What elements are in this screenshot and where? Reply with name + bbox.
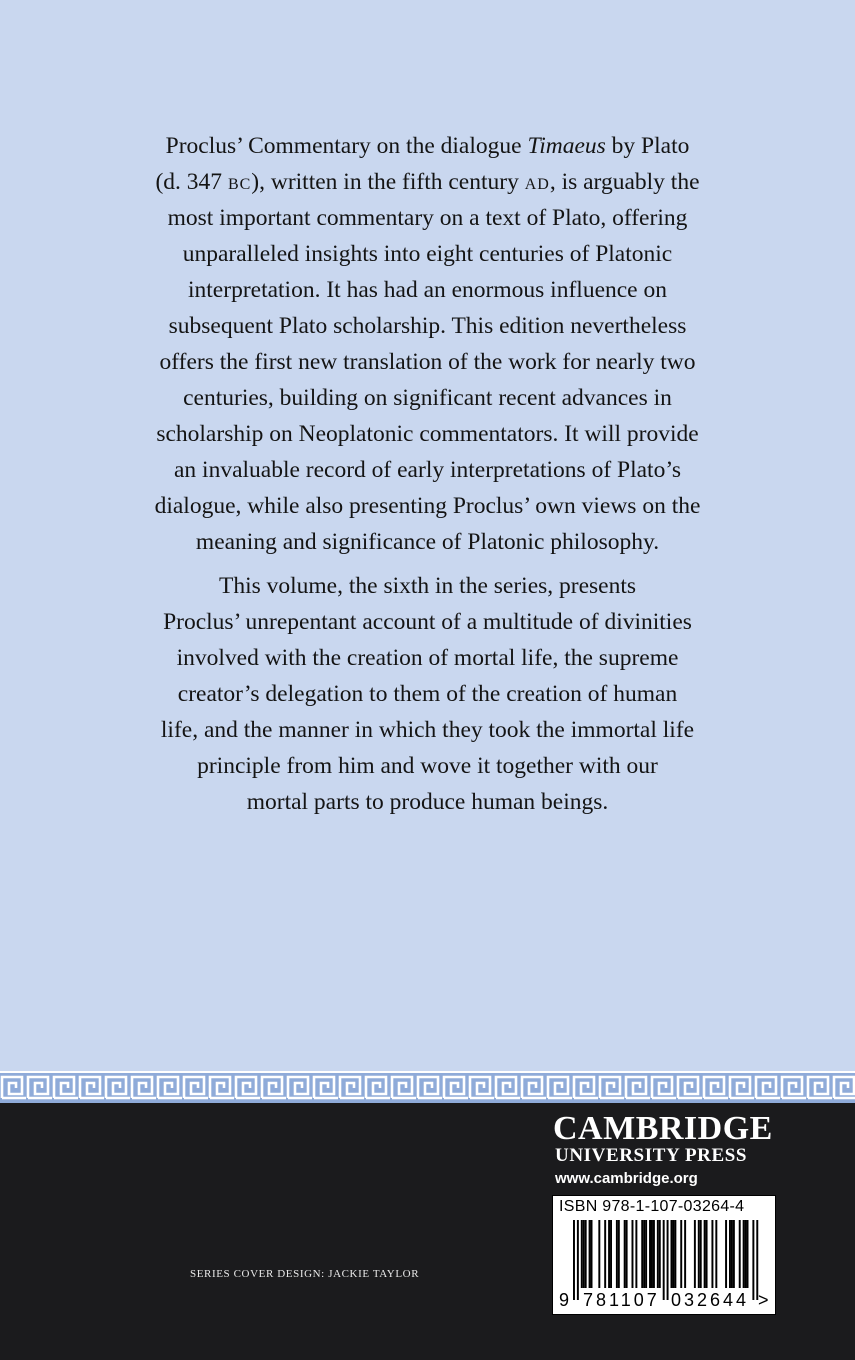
blurb-line: involved with the creation of mortal life, the supreme [176,645,679,671]
barcode-bar [598,1220,600,1288]
barcode-bar [674,1220,676,1288]
barcode-bar [739,1220,741,1288]
barcode-bar [745,1220,747,1288]
barcode-bar [747,1220,749,1288]
blurb-line: interpretation. It has had an enormous influence on [188,277,667,303]
barcode-bar [610,1220,612,1288]
barcode-bar [635,1220,637,1288]
barcode-bar [698,1220,700,1288]
blurb-line: creator’s delegation to them of the creation of human [177,681,678,707]
barcode-bar [704,1220,706,1288]
barcode-bar [680,1220,682,1288]
barcode-bar [649,1220,651,1288]
barcode-digit-lead: 9 [559,1290,570,1310]
barcode-bar [711,1220,713,1288]
barcode-bar [729,1220,731,1288]
title-italic: Timaeus [527,133,606,159]
barcode-bar [659,1220,661,1288]
barcode-bar [641,1220,643,1288]
barcode-bar [645,1220,647,1288]
barcode-bar [657,1220,659,1288]
barcode-bar [715,1220,717,1288]
era-abbrev: bc [227,169,252,195]
era-abbrev: ad [524,169,550,195]
barcode-bar [618,1220,620,1288]
greek-key-border [0,1071,855,1103]
barcode-bar [672,1220,674,1288]
barcode-guard-bar [752,1220,754,1300]
barcode-guard-bar [667,1220,669,1300]
blurb-line: scholarship on Neoplatonic commentators. It will provide [156,421,699,447]
blurb-line: subsequent Plato scholarship. This edition nevertheless [168,313,687,339]
barcode-bar [626,1220,628,1288]
barcode-bar [706,1220,708,1288]
cover-design-credit: SERIES COVER DESIGN: JACKIE TAYLOR [190,1268,420,1280]
blurb-text: (d. 347 [155,169,228,195]
isbn-barcode [552,1195,776,1315]
barcode-digits-left: 781107 [583,1290,660,1310]
publisher-logo-subtitle: UNIVERSITY PRESS [555,1145,748,1166]
barcode-bar [643,1220,645,1288]
blurb-line: This volume, the sixth in the series, presents [218,573,637,599]
barcode-bar [725,1220,727,1288]
barcode-bar [684,1220,686,1288]
blurb-line: life, and the manner in which they took the immortal life [160,717,695,743]
barcode-guard-bar [573,1220,575,1300]
publisher-logo-name: CAMBRIDGE [553,1110,773,1147]
barcode-guard-bar [756,1220,758,1300]
barcode-bar [624,1220,626,1288]
blurb-line: mortal parts to produce human beings. [246,789,609,815]
barcode-bar [604,1220,606,1288]
barcode-bar [743,1220,745,1288]
barcode-bar [733,1220,735,1288]
barcode-bar [585,1220,587,1288]
blurb-line: principle from him and wove it together with our [197,753,658,779]
barcode-bar [731,1220,733,1288]
barcode-bar [651,1220,653,1288]
barcode-bar [700,1220,702,1288]
barcode-bar [616,1220,618,1288]
barcode-guard-bar [663,1220,665,1300]
barcode-bar [632,1220,634,1288]
blurb-line: an invaluable record of early interpretations of Plato’s [173,457,682,483]
blurb-line: meaning and significance of Platonic philosophy. [195,529,660,555]
blurb-line: most important commentary on a text of Plato, offering [167,205,688,231]
blurb-line: Proclus’ unrepentant account of a multitude of divinities [163,609,692,635]
barcode-bar [694,1220,696,1288]
blurb-text: Proclus’ Commentary on the dialogue [165,133,528,159]
blurb-paragraph-1 [100,128,755,560]
blurb-text: , is arguably the [549,169,700,195]
barcode-bar [653,1220,655,1288]
barcode-bar [589,1220,591,1288]
blurb-line: dialogue, while also presenting Proclus’ own views on the [154,493,701,519]
blurb-paragraph-2 [100,568,755,820]
isbn-label: ISBN 978-1-107-03264-4 [559,1198,745,1215]
barcode-bar [608,1220,610,1288]
barcode-quiet-zone-marker: > [758,1290,769,1310]
barcode-bar [583,1220,585,1288]
barcode-bar [671,1220,673,1288]
blurb-line: offers the first new translation of the work for nearly two [159,349,696,375]
blurb-line [100,164,755,200]
barcode-bar [591,1220,593,1288]
barcode-bar [581,1220,583,1288]
blurb-line: centuries, building on significant recent advances in [183,385,672,411]
blurb-text: ), written in the fifth century [251,169,525,195]
blurb-line [100,128,755,164]
barcode-guard-bar [577,1220,579,1300]
blurb-text: by Plato [605,133,690,159]
publisher-website-link[interactable]: www.cambridge.org [555,1170,698,1187]
blurb-line: unparalleled insights into eight centuries of Platonic [182,241,673,267]
barcode-digits-right: 032644 [671,1290,750,1310]
